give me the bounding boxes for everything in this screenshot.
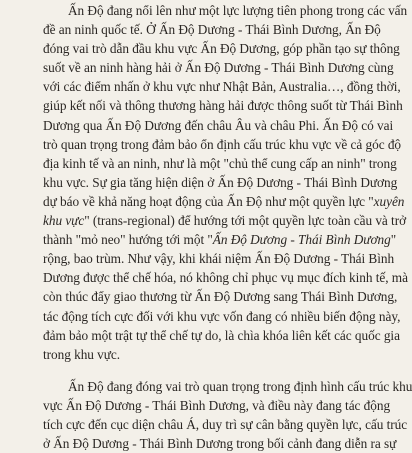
text-line: giúp kết nối và thông thương hàng hải được thông suốt từ Thái Bình <box>43 98 403 114</box>
text-line: Dương được thể chế hóa, nó không chỉ phục vụ mục đích kinh tế, mà <box>43 270 408 286</box>
text-line: địa kinh tế và an ninh, như là một "chủ thể cung cấp an ninh" trong <box>43 155 397 171</box>
text-line: thành "mỏ neo" hướng tới một "Ấn Độ Dương - Thái Bình Dương" <box>43 232 397 248</box>
text-line: dự báo về khả năng hoạt động của Ấn Độ như một quyền lực "xuyên <box>43 193 405 209</box>
text-line: suốt về an ninh hàng hải ở Ấn Độ Dương - Thái Bình Dương cùng <box>43 60 394 76</box>
text-line: ở Ấn Độ Dương - Thái Bình Dương trong bối cảnh đang diễn ra sự <box>43 436 397 452</box>
text-line: vực Ấn Độ Dương - Thái Bình Dương, và điều này đang tác động <box>43 397 391 413</box>
paragraph-1 <box>43 1 408 364</box>
paragraph-gap <box>43 364 379 377</box>
text-line: đóng vai trò dẫn đầu khu vực Ấn Độ Dương, góp phần tạo sự thông <box>43 41 400 57</box>
paragraph-2 <box>43 377 412 453</box>
text-line: trò quan trọng trong đảm bảo ổn định cấu trúc khu vực về cả góc độ <box>43 136 402 152</box>
text-line: với các điểm nhấn ở khu vực như Nhật Bản, Australia…, đồng thời, <box>43 79 401 95</box>
text-line: rộng, bao trùm. Như vậy, khi khái niệm Ấn Độ Dương - Thái Bình <box>43 251 395 267</box>
text-line: đảm bảo một trật tự thể chế tự do, là chìa khóa liên kết các quốc gia <box>43 327 400 343</box>
text-line: khu vực. Sự gia tăng hiện diện ở Ấn Độ Dương - Thái Bình Dương <box>43 174 398 190</box>
text-line: Ấn Độ đang đóng vai trò quan trọng trong định hình cấu trúc khu <box>68 378 412 394</box>
text-line: khu vực" (trans-regional) để hướng tới một quyền lực toàn cầu và trở <box>43 213 407 229</box>
text-line: tác động tích cực đối với khu vực vốn đang có nhiều biến động này, <box>43 308 401 324</box>
text-line: đề an ninh quốc tế. Ở Ấn Độ Dương - Thái Bình Dương, Ấn Độ <box>43 22 381 38</box>
text-line: còn thúc đẩy giao thương từ Ấn Độ Dương sang Thái Bình Dương, <box>43 289 398 305</box>
text-line: trong khu vực. <box>43 346 121 362</box>
text-line: tích cực đến cục diện châu Á, duy trì sự cân bằng quyền lực, cấu trúc <box>43 416 408 432</box>
text-line: Ấn Độ đang nổi lên như một lực lượng tiên phong trong các vấn <box>68 3 408 18</box>
text-line: Dương qua Ấn Độ Dương đến châu Âu và châu Phi. Ấn Độ có vai <box>43 117 394 133</box>
